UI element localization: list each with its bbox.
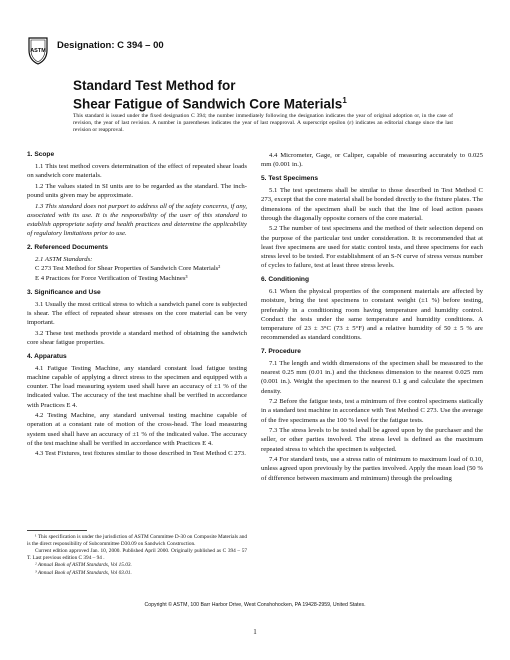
footnote-1: ¹ This specification is under the jurisdiction of ASTM Committee D-30 on Composite Materials and is the direct responsibility of Subcommittee D30.09 on Sandwich Construction.: [27, 534, 247, 547]
issue-note: This standard is issued under the fixed designation C 394; the number immediately following the designation indicates the year of original adoption or, in the case of revision, the year of last revision. A number in parentheses indicates the year of last reapproval. A superscript epsilon (ε) indicates an editorial change since the last revision or reapproval.: [73, 113, 453, 133]
title-footnote-mark: 1: [342, 96, 347, 105]
page-number: 1: [253, 628, 257, 636]
logo-text: ASTM: [30, 48, 46, 54]
reference-e4: E 4 Practices for Force Verification of Testing Machines³: [35, 274, 188, 282]
referenced-list: [27, 255, 247, 282]
left-column: [27, 151, 247, 460]
scope-1-1: 1.1 This test method covers determination of the effect of repeated shear loads on sandwich core materials.: [27, 163, 247, 180]
footnote-1-edition: Current edition approved Jan. 10, 2000. Published April 2000. Originally published as C 394 – 57 T. Last previous edition C 394 – 94 .: [27, 548, 247, 561]
conditioning-heading: 6. Conditioning: [261, 276, 309, 284]
procedure-7-1: 7.1 The length and width dimensions of the specimen shall be measured to the nearest 0.25 mm (0.01 in.) and the thickness dimension to the nearest 0.025 mm (0.001 in.). Weight the specimen to the nearest 0.1 g and calculate the specimen density.: [261, 360, 483, 395]
specimens-heading: 5. Test Specimens: [261, 175, 319, 183]
significance-heading: 3. Significance and Use: [27, 288, 101, 296]
procedure-7-3: 7.3 The stress levels to be tested shall be agreed upon by the purchaser and the seller, or other parties involved. The stress level is defined as the maximum repeated stress to which the specimen is subjected.: [261, 427, 483, 453]
procedure-heading: 7. Procedure: [261, 348, 301, 356]
significance-3-1: 3.1 Usually the most critical stress to which a sandwich panel core is subjected is shear. The effect of repeated shear stresses on the core material can be very important.: [27, 300, 247, 327]
specimens-5-1: 5.1 The test specimens shall be similar to those described in Test Method C 273, except that the core material shall be bonded directly to the fixture plates. The dimensions of the specimen shall be such that the line of load action passes through the diagonally opposite corners of the core material.: [261, 187, 483, 222]
apparatus-4-1: 4.1 Fatigue Testing Machine, any standard constant load fatigue testing machine capable of applying a direct stress to the specimen and equipped with a counter. The load measuring system used shall have an accuracy of ±1 % of the indicated value. The accuracy of the test machine shall be verified in accordance with Practices E 4.: [27, 365, 247, 409]
apparatus-4-3: 4.3 Test Fixtures, test fixtures similar to those described in Test Method C 273.: [35, 450, 246, 458]
astm-logo-icon: [27, 36, 49, 66]
reference-c273: C 273 Test Method for Shear Properties of Sandwich Core Materials²: [35, 265, 221, 273]
astm-standards-label: 2.1 ASTM Standards:: [35, 256, 93, 264]
title-line-2: [73, 93, 453, 112]
document-title: [73, 78, 453, 112]
title-line-1: Standard Test Method for: [73, 78, 236, 93]
footnotes: [27, 534, 247, 578]
copyright-notice: Copyright © ASTM, 100 Barr Harbor Drive, West Conshohocken, PA 19428-2959, United States.: [144, 602, 366, 608]
procedure-7-4: 7.4 For standard tests, use a stress ratio of minimum to maximum load of 0.10, unless agreed upon previously by the parties involved. Apply the mean load (50 % of difference between maximum and minimum) through the preloading: [261, 456, 483, 482]
apparatus-heading: 4. Apparatus: [27, 353, 67, 360]
significance-3-2: 3.2 These test methods provide a standard method of obtaining the sandwich core shear fatigue properties.: [27, 329, 247, 346]
title-line-2-text: Shear Fatigue of Sandwich Core Materials: [73, 96, 343, 112]
scope-1-3: 1.3 This standard does not purport to address all of the safety concerns, if any, associated with its use. It is the responsibility of the user of this standard to establish appropriate safety and health practices and determine the applicability of regulatory limitations prior to use.: [27, 202, 247, 238]
apparatus-4-2: 4.2 Testing Machine, any standard universal testing machine capable of operation at a constant rate of motion of the cross-head. The load measuring system used shall have an accuracy of ±1 % of the indicated value. The accuracy of the test machine shall be verified in accordance with Practices E 4.: [27, 412, 247, 447]
footnote-divider: [27, 530, 87, 531]
footnote-2: ² Annual Book of ASTM Standards, Vol 15.03.: [35, 562, 132, 569]
referenced-heading: 2. Referenced Documents: [27, 244, 108, 252]
scope-heading: 1. Scope: [27, 151, 55, 158]
apparatus-4-4: 4.4 Micrometer, Gage, or Caliper, capable of measuring accurately to 0.025 mm (0.001 in.).: [261, 152, 483, 169]
procedure-7-2: 7.2 Before the fatigue tests, test a minimum of five control specimens statically in a standard test machine in accordance with Test Method C 273. Use the average of the five specimens as the 100 % level for the fatigue tests.: [261, 398, 483, 424]
scope-1-2: 1.2 The values stated in SI units are to be regarded as the standard. The inch-pound units given may be approximate.: [27, 182, 247, 199]
conditioning-6-1: 6.1 When the physical properties of the component materials are affected by moisture, bring the test specimens to constant weight (±1 %) before testing, preferably in a conditioning room having temperature and humidity control. Conduct the tests under the same temperature and humidity conditions. A temperature of 23 ± 3°C (73 ± 5°F) and a relative humidity of 50 ± 5 % are recommended as standard conditions.: [261, 288, 483, 341]
footnote-3: ³ Annual Book of ASTM Standards, Vol 03.01.: [35, 569, 132, 576]
designation: Designation: C 394 – 00: [57, 40, 164, 51]
right-column: [261, 151, 483, 484]
specimens-5-2: 5.2 The number of test specimens and the method of their selection depend on the purpose of the particular test under consideration. It is recommended that at least five specimens are used for static control tests, and three specimens for each stress level to be tested. For establishment of an S-N curve of stress versus number of cycles to failure, test at least three stress levels.: [261, 225, 483, 270]
